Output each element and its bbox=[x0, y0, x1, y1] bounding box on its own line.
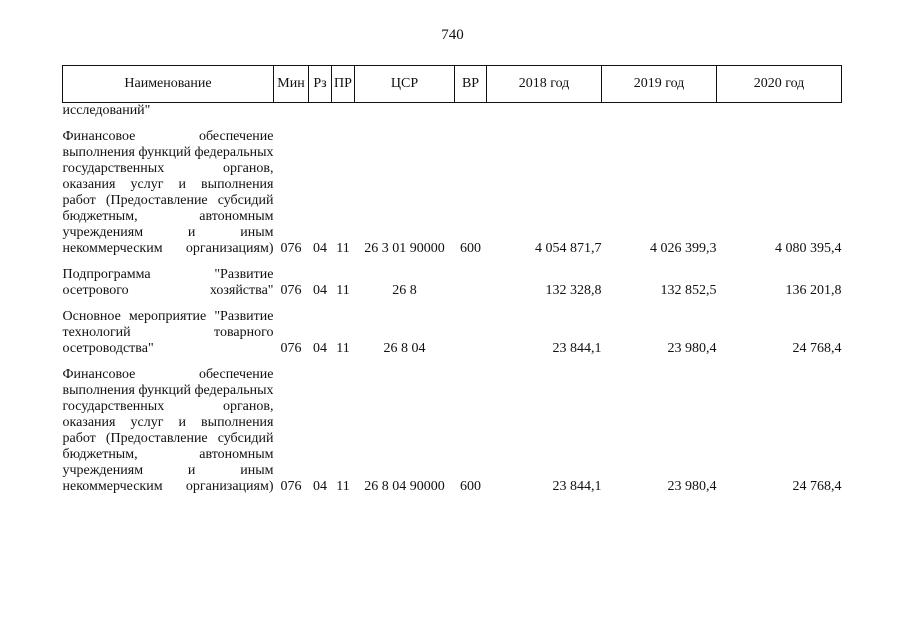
row-2019: 23 980,4 bbox=[667, 341, 717, 356]
header-2020: 2020 год bbox=[717, 66, 842, 103]
row-pr: 11 bbox=[336, 479, 350, 494]
row-pr: 11 bbox=[336, 283, 350, 298]
row-2018: 132 328,8 bbox=[545, 283, 602, 298]
row-2020: 24 768,4 bbox=[792, 341, 842, 356]
row-2020: 4 080 395,4 bbox=[775, 241, 842, 256]
header-pr: ПР bbox=[332, 66, 355, 103]
row-csr: 26 3 01 90000 bbox=[364, 241, 445, 256]
row-name: Финансовое обеспечение выполнения функций федеральных государственных органов, оказания услуг и выполнения работ (Предоставление субсидий бюджетным, автономным учреждениям и иным некоммерческим организациям) bbox=[62, 367, 274, 494]
row-name: Финансовое обеспечение выполнения функций федеральных государственных органов, оказания услуг и выполнения работ (Предоставление субсидий бюджетным, автономным учреждениям и иным некоммерческим организациям) bbox=[62, 129, 274, 256]
row-2018: 23 844,1 bbox=[552, 479, 602, 494]
row-rz: 04 bbox=[313, 341, 327, 356]
row-rz: 04 bbox=[313, 241, 327, 256]
table-header-row bbox=[63, 66, 842, 103]
header-vr: ВР bbox=[455, 66, 487, 103]
row-2019: 23 980,4 bbox=[667, 479, 717, 494]
row-vr bbox=[455, 103, 487, 120]
header-csr: ЦСР bbox=[355, 66, 455, 103]
row-csr: 26 8 04 90000 bbox=[364, 479, 445, 494]
row-2018: 23 844,1 bbox=[552, 341, 602, 356]
row-2020 bbox=[717, 103, 842, 120]
budget-table bbox=[62, 65, 842, 495]
row-csr: 26 8 04 bbox=[383, 341, 426, 356]
row-min: 076 bbox=[280, 241, 302, 256]
row-vr bbox=[455, 309, 487, 357]
table-row bbox=[63, 367, 842, 495]
header-2019: 2019 год bbox=[602, 66, 717, 103]
header-name: Наименование bbox=[63, 66, 274, 103]
row-pr bbox=[332, 103, 355, 120]
row-2019: 132 852,5 bbox=[660, 283, 717, 298]
row-pr: 11 bbox=[336, 241, 350, 256]
row-min: 076 bbox=[280, 479, 302, 494]
row-name: исследований" bbox=[62, 103, 151, 118]
page-number: 740 bbox=[441, 27, 464, 43]
row-2020: 136 201,8 bbox=[785, 283, 842, 298]
row-csr bbox=[355, 103, 455, 120]
row-vr: 600 bbox=[460, 479, 481, 494]
header-min: Мин bbox=[274, 66, 309, 103]
table-row bbox=[63, 309, 842, 357]
row-2020: 24 768,4 bbox=[792, 479, 842, 494]
row-min bbox=[274, 103, 309, 120]
row-vr bbox=[455, 267, 487, 299]
row-rz: 04 bbox=[313, 283, 327, 298]
row-2018 bbox=[487, 103, 602, 120]
row-2019 bbox=[602, 103, 717, 120]
row-vr: 600 bbox=[460, 241, 481, 256]
row-min: 076 bbox=[280, 283, 302, 298]
row-rz: 04 bbox=[313, 479, 327, 494]
row-min: 076 bbox=[280, 341, 302, 356]
row-rz bbox=[309, 103, 332, 120]
header-2018: 2018 год bbox=[487, 66, 602, 103]
row-name: Основное мероприятие "Развитие технологий товарного осетроводства" bbox=[62, 309, 274, 356]
header-rz: Рз bbox=[309, 66, 332, 103]
row-2019: 4 026 399,3 bbox=[650, 241, 717, 256]
table-row bbox=[63, 267, 842, 299]
table-row bbox=[63, 129, 842, 257]
row-2018: 4 054 871,7 bbox=[535, 241, 602, 256]
table-row bbox=[63, 103, 842, 120]
row-csr: 26 8 bbox=[392, 283, 417, 298]
row-pr: 11 bbox=[336, 341, 350, 356]
row-name: Подпрограмма "Развитие осетрового хозяйства" bbox=[62, 267, 274, 298]
